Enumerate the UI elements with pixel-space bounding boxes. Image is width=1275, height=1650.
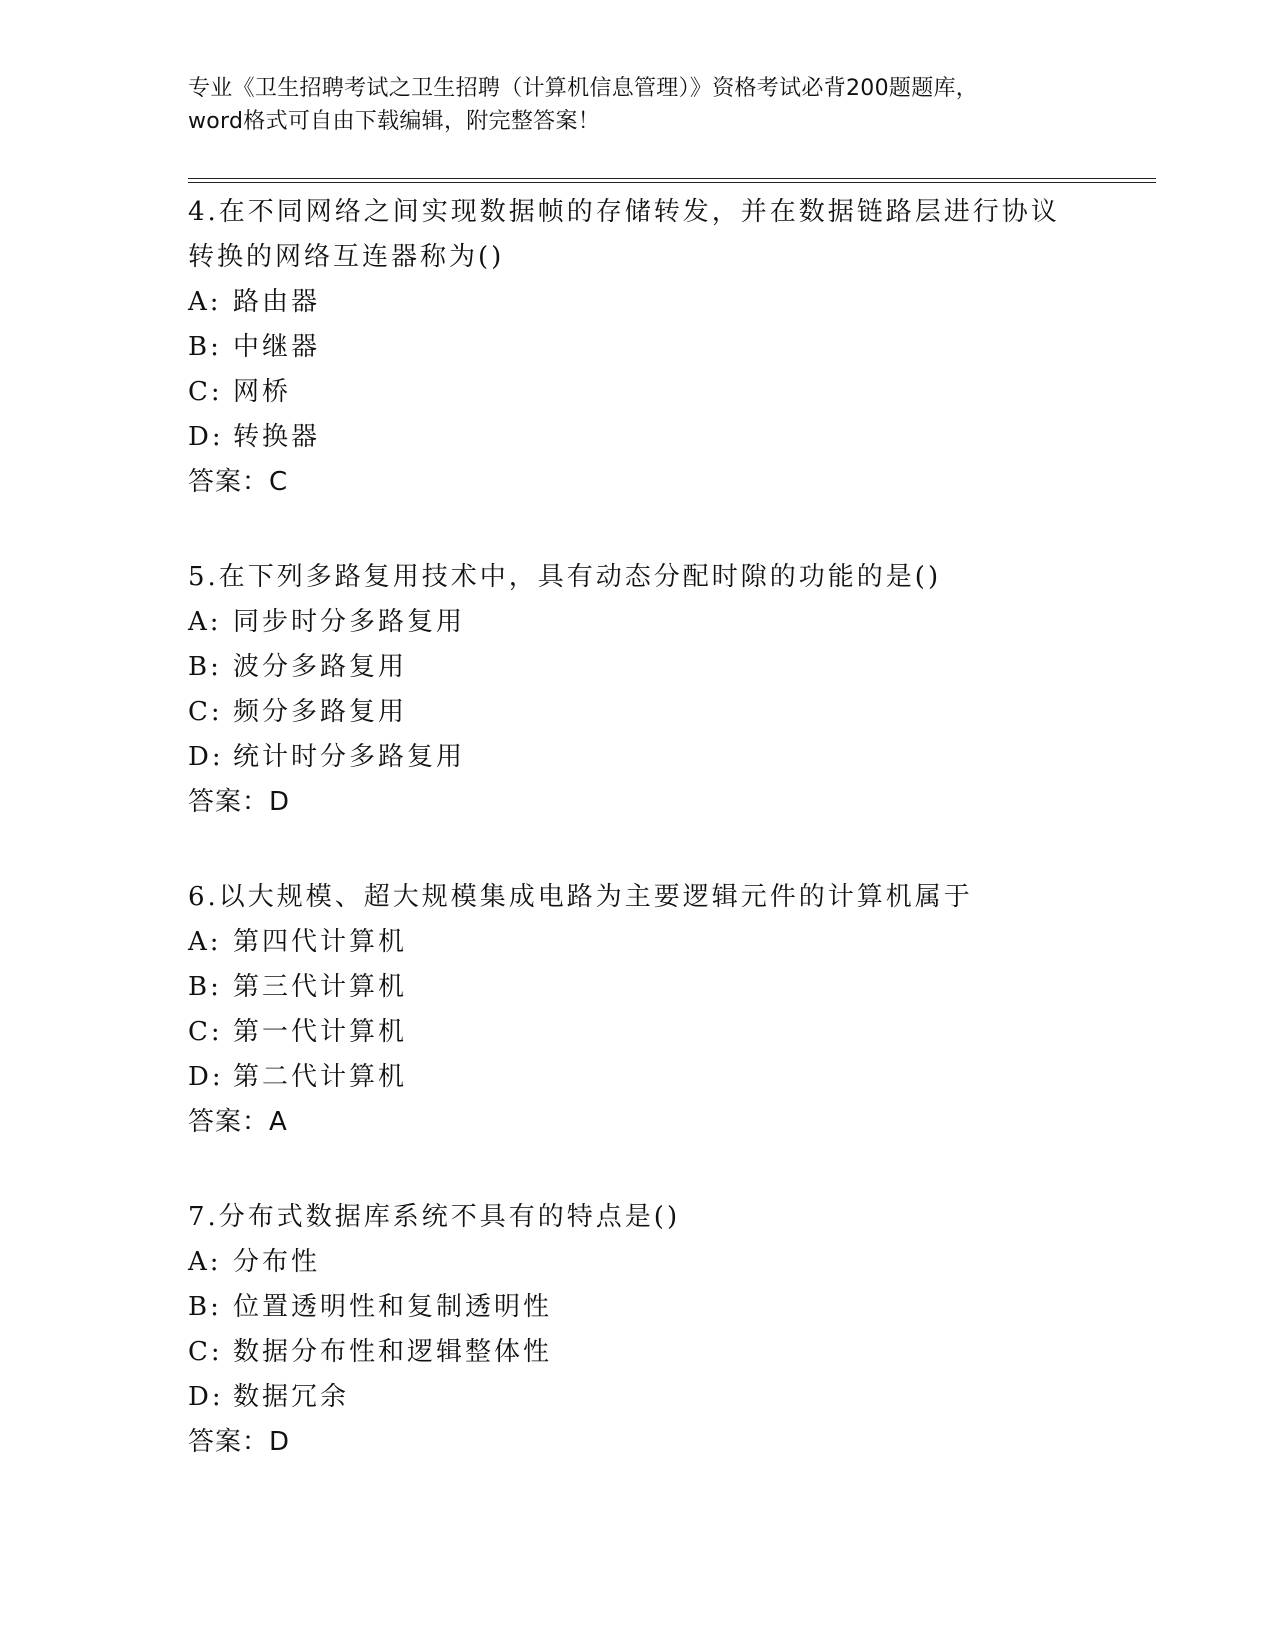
- option-text: 第四代计算机: [233, 927, 408, 957]
- header-line-2: word格式可自由下载编辑，附完整答案！: [188, 109, 601, 134]
- option-letter: B:: [188, 972, 222, 1002]
- document-header: [188, 72, 1088, 138]
- option-letter: D:: [188, 1062, 224, 1092]
- answer-line: 答案：D: [188, 1427, 291, 1457]
- question-stem-continued: 转换的网络互连器称为(): [188, 242, 505, 272]
- option-letter: A:: [188, 927, 222, 957]
- option-text: 波分多路复用: [233, 652, 408, 682]
- option-a: [188, 920, 1108, 965]
- question-6: [188, 875, 1108, 1145]
- option-b: [188, 1285, 1108, 1330]
- option-letter: A:: [188, 1247, 222, 1277]
- option-c: [188, 690, 1108, 735]
- option-text: 第三代计算机: [233, 972, 408, 1002]
- question-7: [188, 1195, 1108, 1465]
- option-a: [188, 280, 1108, 325]
- option-text: 数据冗余: [233, 1382, 350, 1412]
- question-list: [188, 190, 1108, 1515]
- option-text: 转换器: [233, 422, 321, 452]
- answer-line: 答案：A: [188, 1107, 288, 1137]
- option-text: 同步时分多路复用: [233, 607, 466, 637]
- question-stem: 4.在不同网络之间实现数据帧的存储转发，并在数据链路层进行协议: [188, 197, 1060, 227]
- option-a: [188, 1240, 1108, 1285]
- option-text: 频分多路复用: [233, 697, 408, 727]
- option-c: [188, 1330, 1108, 1375]
- option-letter: C:: [188, 1017, 223, 1047]
- option-text: 分布性: [233, 1247, 321, 1277]
- option-text: 统计时分多路复用: [233, 742, 466, 772]
- question-stem: 7.分布式数据库系统不具有的特点是(): [188, 1202, 681, 1232]
- option-letter: D:: [188, 1382, 224, 1412]
- answer-line: 答案：D: [188, 787, 291, 817]
- option-text: 中继器: [233, 332, 321, 362]
- header-divider-top: [188, 178, 1156, 179]
- option-a: [188, 600, 1108, 645]
- answer-line: 答案：C: [188, 467, 289, 497]
- option-text: 第一代计算机: [233, 1017, 408, 1047]
- option-d: [188, 735, 1108, 780]
- option-letter: B:: [188, 332, 222, 362]
- question-5: [188, 555, 1108, 825]
- option-text: 网桥: [233, 377, 292, 407]
- option-c: [188, 1010, 1108, 1055]
- option-text: 路由器: [233, 287, 321, 317]
- option-letter: D:: [188, 742, 224, 772]
- question-stem: 6.以大规模、超大规模集成电路为主要逻辑元件的计算机属于: [188, 882, 973, 912]
- option-letter: C:: [188, 1337, 223, 1367]
- header-divider-bottom: [188, 182, 1156, 183]
- option-d: [188, 1375, 1108, 1420]
- option-letter: B:: [188, 1292, 222, 1322]
- option-c: [188, 370, 1108, 415]
- option-letter: A:: [188, 607, 222, 637]
- option-b: [188, 325, 1108, 370]
- option-letter: D:: [188, 422, 224, 452]
- option-letter: A:: [188, 287, 222, 317]
- option-b: [188, 645, 1108, 690]
- option-text: 第二代计算机: [233, 1062, 408, 1092]
- option-letter: B:: [188, 652, 222, 682]
- option-text: 位置透明性和复制透明性: [233, 1292, 553, 1322]
- option-d: [188, 1055, 1108, 1100]
- header-line-1: 专业《卫生招聘考试之卫生招聘（计算机信息管理）》资格考试必背200题题库，: [188, 76, 979, 101]
- question-stem: 5.在下列多路复用技术中，具有动态分配时隙的功能的是(): [188, 562, 942, 592]
- option-letter: C:: [188, 377, 223, 407]
- option-b: [188, 965, 1108, 1010]
- option-letter: C:: [188, 697, 223, 727]
- option-d: [188, 415, 1108, 460]
- question-4: [188, 190, 1108, 505]
- option-text: 数据分布性和逻辑整体性: [233, 1337, 553, 1367]
